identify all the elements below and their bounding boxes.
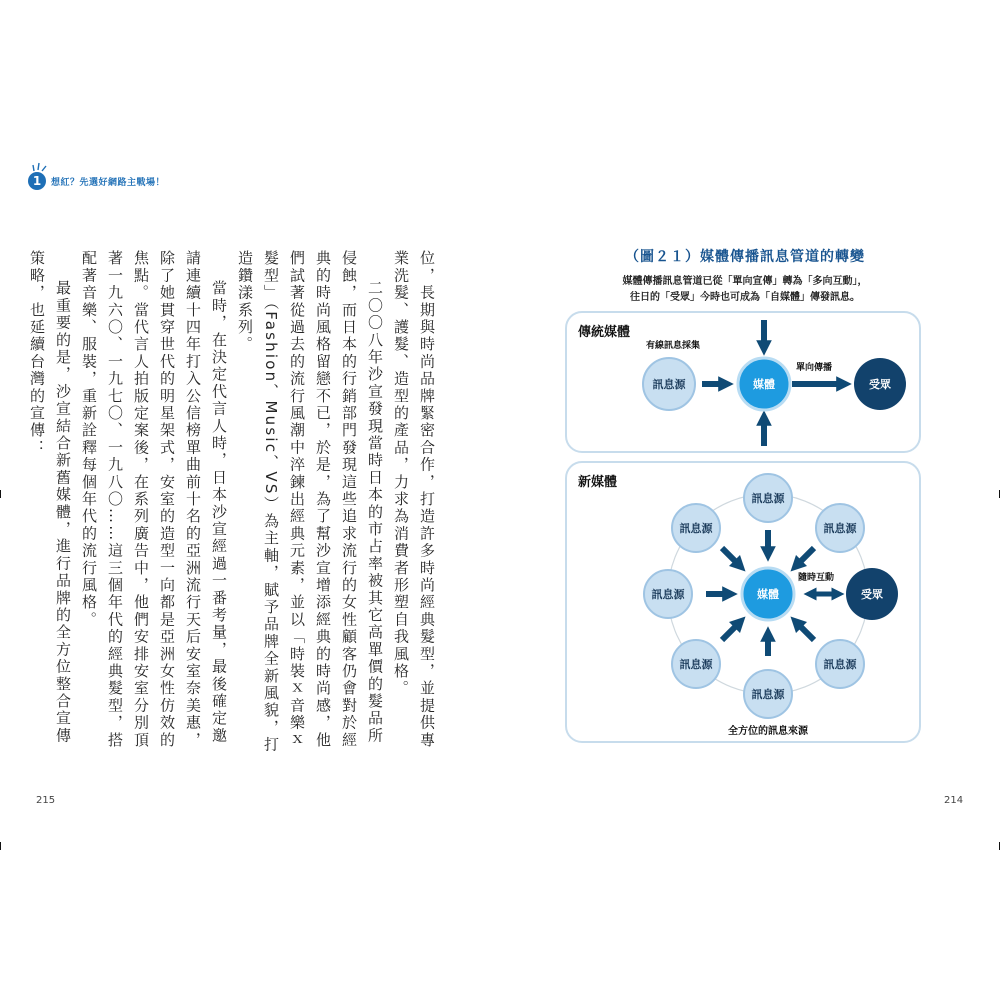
chapter-title: 想紅？先選好網路主戰場！ [51, 177, 166, 188]
source-node-top-left [672, 504, 720, 552]
interactive-label: 隨時互動 [798, 573, 835, 583]
figure-subtitle-line2: 往日的「受眾」今時也可成為「自媒體」傳發訊息。 [630, 292, 860, 303]
figure-subtitle-line1: 媒體傳播訊息管道已從「單向宣傳」轉為「多向互動」， [622, 276, 868, 287]
traditional-panel-title: 傳統媒體 [578, 325, 631, 340]
svg-text:訊息源: 訊息源 [751, 688, 785, 701]
chapter-header [28, 168, 165, 194]
source-node-bottom-left [672, 640, 720, 688]
diagram-canvas [560, 240, 930, 750]
traditional-media-node [738, 358, 790, 410]
svg-text:訊息源: 訊息源 [823, 658, 857, 671]
all-round-sources-label: 全方位的訊息來源 [728, 726, 808, 737]
svg-text:訊息源: 訊息源 [652, 378, 686, 391]
svg-text:訊息源: 訊息源 [751, 492, 785, 505]
paragraph: 最重要的是，沙宣結合新舊媒體，進行品牌的全方位整合宣傳策略，也延續台灣的宣傳： [28, 250, 72, 745]
paragraph: 位，長期與時尚品牌緊密合作，打造許多時尚經典髮型，並提供專業洗髮、護髮、造型的產品，力求為消費者形塑自我風格。 [392, 250, 436, 749]
page-number-left: 215 [36, 795, 56, 806]
svg-text:訊息源: 訊息源 [651, 588, 685, 601]
svg-text:受眾: 受眾 [861, 588, 883, 601]
media-diagram [560, 240, 930, 750]
body-text [28, 250, 440, 760]
svg-text:訊息源: 訊息源 [823, 522, 857, 535]
source-node-left [644, 570, 692, 618]
source-node-bottom-right [816, 640, 864, 688]
traditional-source-node [643, 358, 695, 410]
crop-mark [0, 842, 1, 850]
figure-title: （圖２１）媒體傳播訊息管道的轉變 [625, 249, 865, 265]
source-node-top-right [816, 504, 864, 552]
svg-text:媒體: 媒體 [757, 588, 779, 601]
svg-text:訊息源: 訊息源 [679, 522, 713, 535]
paragraph: 二〇〇八年沙宣發現當時日本的市占率被其它高單價的髮品所侵蝕，而日本的行銷部門發現這些追求流行的女性顧客仍會對於經典的時尚風格留戀不已，於是，為了幫沙宣增添經典的時尚感，他們試著從過去的流行風潮中淬鍊出經典元素，並以「時裝ｘ音樂ｘ髮型」（Fashion、Music、VS）為主軸，賦予品牌全新風貌，打造鑽漾系列。 [236, 250, 384, 754]
svg-text:媒體: 媒體 [753, 378, 775, 391]
new-media-audience-node [846, 568, 898, 620]
one-way-label: 單向傳播 [796, 363, 833, 373]
new-media-center-node [742, 568, 794, 620]
chapter-number: 1 [32, 174, 42, 188]
wired-collection-label: 有線訊息採集 [646, 341, 701, 351]
chapter-number-badge [28, 172, 46, 190]
page-number-right: 214 [944, 795, 964, 806]
traditional-audience-node [854, 358, 906, 410]
crop-mark [0, 490, 1, 498]
paragraph: 當時，在決定代言人時，日本沙宣經過一番考量，最後確定邀請連續十四年打入公信榜單曲前十名的亞洲流行天后安室奈美惠，除了她貫穿世代的明星架式，安室的造型一向都是亞洲女性仿效的焦點。當代言人拍版定案後，在系列廣告中，他們安排安室分別頂著一九六〇、一九七〇、一九八〇……這三個年代的經典髮型，搭配著音樂、服裝，重新詮釋每個年代的流行風格。 [80, 250, 228, 749]
svg-text:訊息源: 訊息源 [679, 658, 713, 671]
new-media-panel-title: 新媒體 [578, 475, 618, 490]
spark-icon [32, 162, 48, 172]
source-node-top [744, 474, 792, 522]
svg-text:受眾: 受眾 [869, 378, 891, 391]
source-node-bottom [744, 670, 792, 718]
